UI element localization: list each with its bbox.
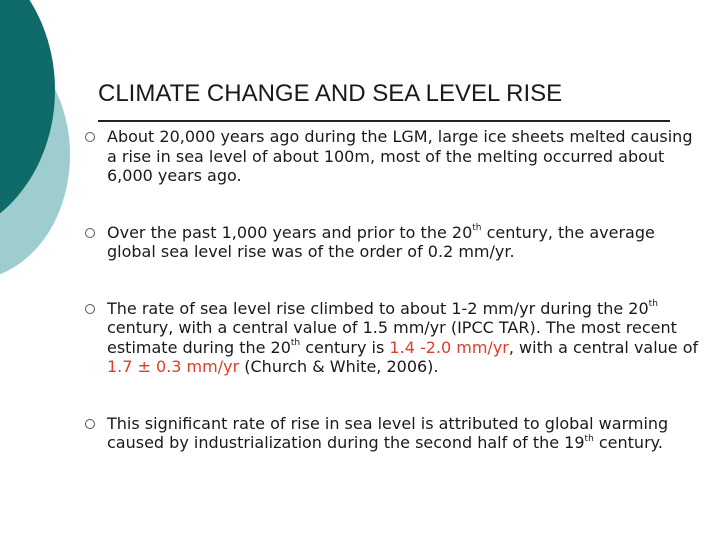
title-underline [98,120,670,122]
bullet-list [85,127,700,490]
superscript-th: th [290,338,301,349]
bullet-text: , with a central value of [508,337,699,357]
highlight-central-value: 1.7 ± 0.3 mm/yr [107,357,240,376]
bullet-circle-icon [85,228,95,238]
bullet-text: The rate of sea level rise climbed to about 1-2 mm/yr during the 20 [107,298,649,318]
bullet-20th-century-rate [85,299,700,377]
bullet-text: century, the average global sea level rise was of the order of 0.2 mm/yr. [107,222,655,261]
superscript-th: th [472,223,482,234]
bullet-lgm [85,127,700,186]
bullet-global-warming [85,414,700,453]
highlight-estimate-range: 1.4 -2.0 mm/yr [389,337,509,357]
bullet-past-1000-years [85,223,700,262]
bullet-circle-icon [85,304,95,314]
bullet-text: century. [593,433,663,452]
bullet-circle-icon [85,419,95,429]
bullet-text: Over the past 1,000 years and prior to the 20 [107,222,473,242]
bullet-text: century is [300,337,390,357]
bullet-text: (Church & White, 2006). [239,357,439,376]
superscript-th: th [648,299,658,310]
superscript-th: th [584,433,594,444]
bullet-circle-icon [85,132,95,142]
slide-title: CLIMATE CHANGE AND SEA LEVEL RISE [98,80,563,107]
bullet-text: About 20,000 years ago during the LGM, large ice sheets melted causing a rise in sea level of about 100m, most of the melting occurred about 6,000 years ago. [107,127,693,185]
bullet-text: century, with a central value of 1.5 mm/yr (IPCC TAR). The most recent estimate during the 20 [107,318,677,357]
bullet-text: This significant rate of rise in sea level is attributed to global warming caused by industrialization during the second half of the 19 [107,413,669,452]
